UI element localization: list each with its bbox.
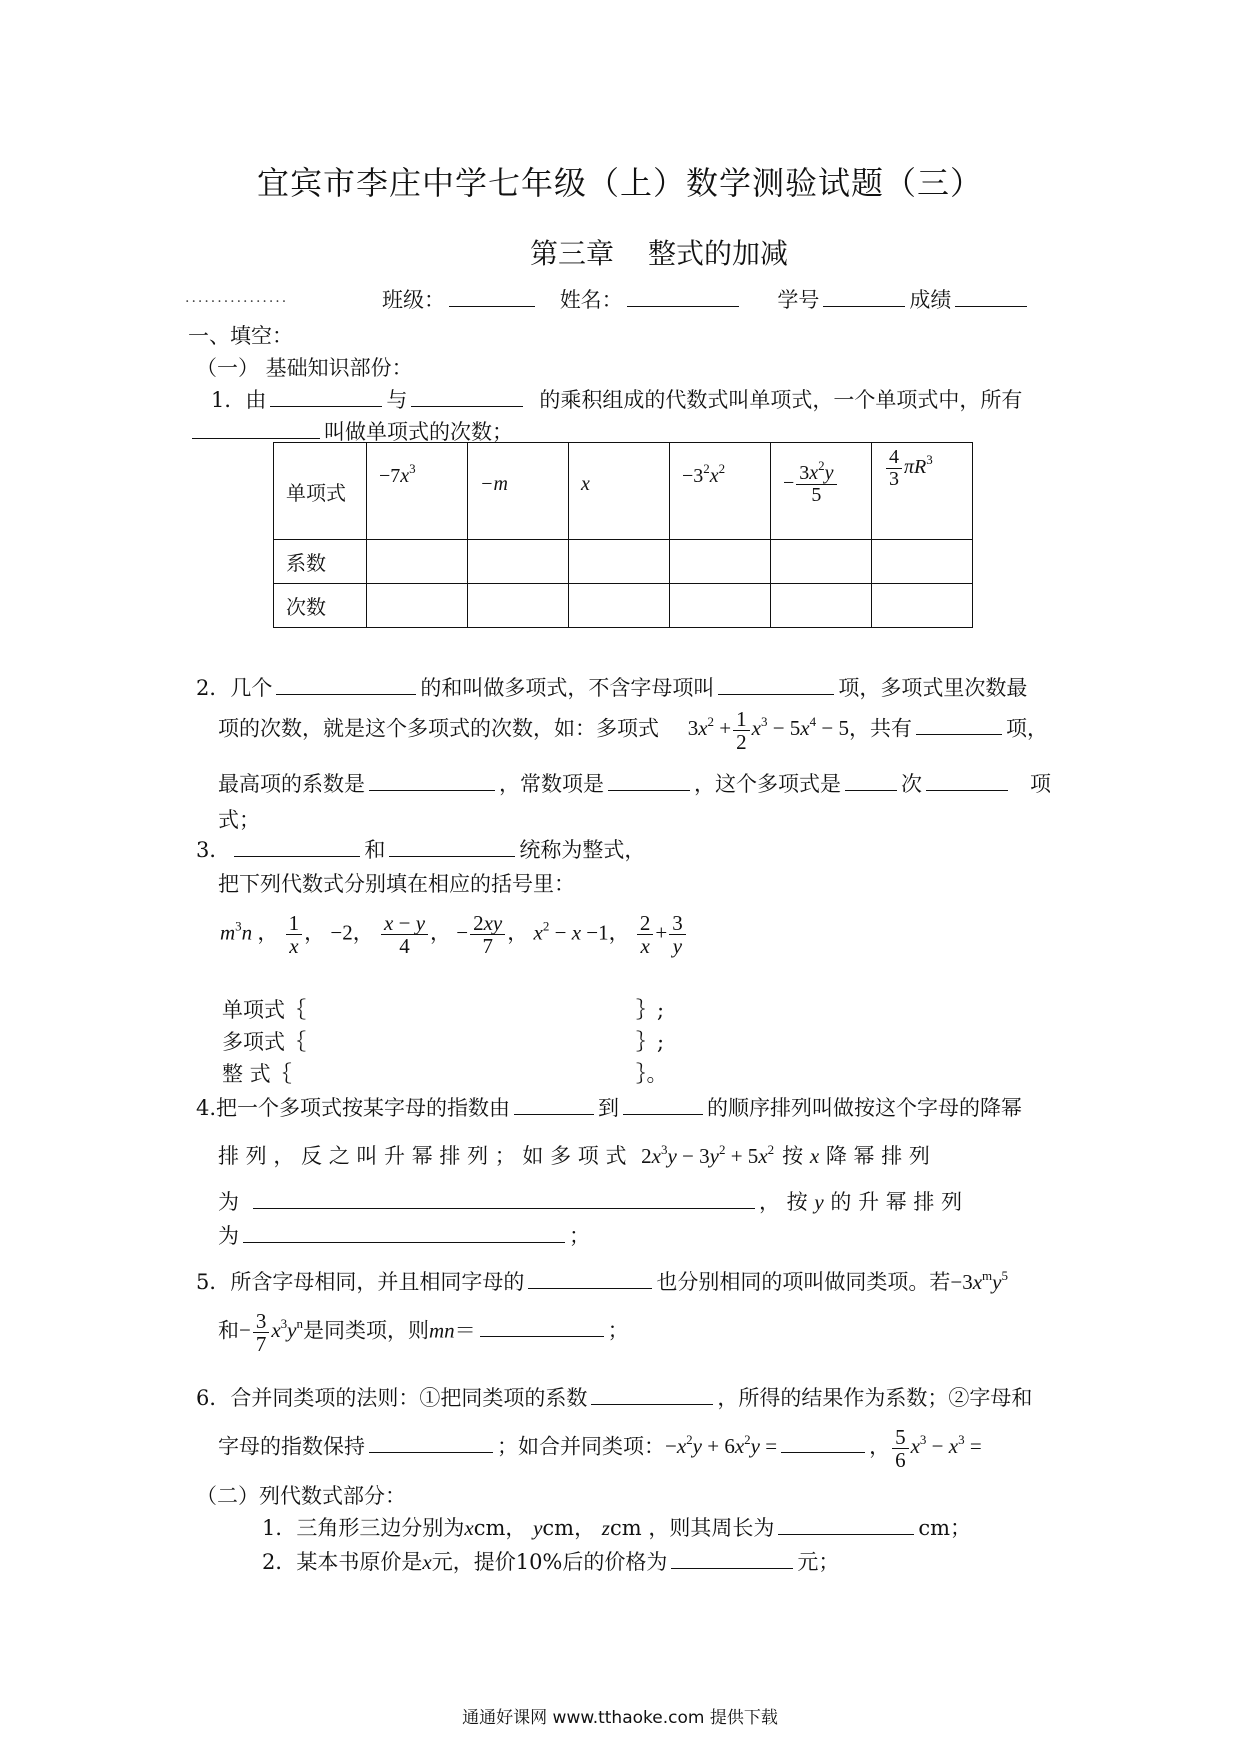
integral-set-label: 整 式｛	[222, 1062, 292, 1086]
table-cell-expr: − $\frac{3x^2y}{5}$	[771, 443, 872, 540]
table-cell-expr: −m	[468, 443, 569, 540]
class-blank[interactable]	[449, 284, 535, 307]
table-cell-expr: $-7x^3$	[367, 443, 468, 540]
name-blank[interactable]	[627, 284, 739, 307]
blank[interactable]	[926, 768, 1008, 791]
question-4-line-3: 为 ， 按 y 的 升 幂 排 列	[218, 1186, 962, 1216]
integral-set-close: ｝。	[636, 1062, 668, 1086]
monomial-set-close: ｝;	[636, 998, 665, 1022]
part-2-heading: （二）列代数式部分：	[196, 1484, 406, 1508]
chapter-subtitle	[530, 232, 788, 272]
table-cell-expr: x	[569, 443, 670, 540]
blank[interactable]	[369, 1430, 493, 1453]
name-label: 姓名：	[559, 288, 623, 312]
blank[interactable]	[528, 1266, 652, 1289]
monomial-set-label: 单项式｛	[222, 998, 306, 1022]
question-5-line-1: 5．所含字母相同，并且相同字母的 也分别相同的项叫做同类项。若$-3x^my^5$	[196, 1268, 1008, 1294]
part-2-question-1: 1．三角形三边分别为xcm， ycm， zcm ，则其周长为 cm；	[262, 1512, 971, 1542]
table-cell-expr: $-3^2x^2$	[670, 443, 771, 540]
table-cell-expr: $\frac{4}{3}$ $\pi R^3$	[872, 443, 973, 540]
expression-list: $m^3n$ ， $\frac{1}{x}$ ， −2， $\frac{x - y}{4}$ ， − $\frac{2xy}{7}$ ， $x^2 - x -1$， $\frac{2}{x}$ + $\frac{3}{y}$	[220, 912, 688, 957]
question-2-line-4: 式；	[218, 808, 260, 832]
answer-cell[interactable]	[569, 584, 670, 628]
blank[interactable]	[514, 1092, 594, 1115]
class-label: 班级：	[382, 288, 445, 312]
section-heading: 一、填空：	[188, 324, 293, 348]
blank[interactable]	[781, 1430, 865, 1453]
part-heading: （一） 基础知识部份：	[196, 356, 413, 380]
blank[interactable]	[778, 1512, 914, 1535]
part-2-question-2: 2．某本书原价是x元，提价10%后的价格为 元；	[262, 1546, 839, 1576]
id-blank[interactable]	[823, 284, 905, 307]
blank[interactable]	[480, 1314, 604, 1337]
blank[interactable]	[623, 1092, 703, 1115]
answer-cell[interactable]	[771, 540, 872, 584]
blank[interactable]	[411, 384, 523, 407]
answer-cell[interactable]	[771, 584, 872, 628]
polynomial-set-close: ｝;	[636, 1030, 665, 1054]
id-label: 学号	[777, 288, 820, 312]
blank[interactable]	[916, 712, 1002, 735]
question-6-line-1: 6．合并同类项的法则：①把同类项的系数 ，所得的结果作为系数；②字母和	[196, 1382, 1032, 1412]
question-3-line-2: 把下列代数式分别填在相应的括号里：	[218, 872, 575, 896]
blank[interactable]	[845, 768, 897, 791]
blank[interactable]	[671, 1546, 793, 1569]
question-2-line-1: 2．几个 的和叫做多项式，不含字母项叫 项，多项式里次数最	[196, 672, 1027, 702]
chapter-number: 第三章	[530, 237, 615, 270]
student-info-row	[382, 284, 1031, 314]
answer-cell[interactable]	[872, 584, 973, 628]
table-row-label: 系数	[274, 540, 367, 584]
table-row-label: 单项式	[274, 443, 367, 540]
blank[interactable]	[591, 1382, 713, 1405]
question-2-line-2: 项的次数，就是这个多项式的次数，如：多项式 $3x^2$ + $\frac{1}{2}$ $x^3 - 5x^4 - 5$，共有 项，	[218, 707, 1048, 755]
question-1-line-2: 叫做单项式的次数；	[188, 416, 513, 446]
answer-cell[interactable]	[367, 540, 468, 584]
blank[interactable]	[369, 768, 495, 791]
question-3-line-1: 3． 和 统称为整式，	[196, 834, 645, 864]
question-6-line-2: 字母的指数保持 ；如合并同类项：$-x^2y + 6x^2y$ = ， $\frac{5}{6}$ $x^3 - x^3$ =	[218, 1425, 982, 1473]
blank[interactable]	[243, 1220, 565, 1243]
polynomial-expr: $3x^2$ + $\frac{1}{2}$ $x^3 - 5x^4 - 5$	[687, 707, 849, 755]
blank[interactable]	[270, 384, 382, 407]
monomial-table	[273, 442, 973, 628]
question-1-line-1: 1．由 与 的乘积组成的代数式叫单项式，一个单项式中，所有	[211, 384, 1022, 414]
answer-cell[interactable]	[367, 584, 468, 628]
answer-cell[interactable]	[872, 540, 973, 584]
question-2-line-3: 最高项的系数是 ，常数项是 ，这个多项式是 次 项	[218, 768, 1051, 798]
polynomial-set-label: 多项式｛	[222, 1030, 306, 1054]
blank[interactable]	[608, 768, 690, 791]
answer-cell[interactable]	[670, 584, 771, 628]
table-row-label: 次数	[274, 584, 367, 628]
blank[interactable]	[718, 672, 834, 695]
blank[interactable]	[389, 834, 515, 857]
score-blank[interactable]	[955, 284, 1027, 307]
question-4-line-2: 排 列 ， 反 之 叫 升 幂 排 列 ； 如 多 项 式 $2x^3y - 3y^2 + 5x^2$ 按 x 降 幂 排 列	[218, 1142, 930, 1168]
blank[interactable]	[192, 416, 320, 439]
blank[interactable]	[234, 834, 360, 857]
question-5-line-2: 和− $\frac{3}{7}$ $x^3y^n$是同类项，则mn＝ ；	[218, 1309, 629, 1357]
page-title: 宜宾市李庄中学七年级（上）数学测验试题（三）	[256, 164, 983, 202]
answer-cell[interactable]	[468, 540, 569, 584]
question-4-line-4: 为 ；	[218, 1220, 590, 1250]
polynomial-expr: $2x^3y - 3y^2 + 5x^2$	[641, 1142, 775, 1168]
answer-cell[interactable]	[468, 584, 569, 628]
blank[interactable]	[276, 672, 416, 695]
question-4-line-1: 4.把一个多项式按某字母的指数由 到 的顺序排列叫做按这个字母的降幂	[196, 1092, 1022, 1122]
footer-credit: 通通好课网 www.tthaoke.com 提供下载	[462, 1708, 778, 1728]
answer-cell[interactable]	[670, 540, 771, 584]
blank[interactable]	[253, 1186, 755, 1209]
answer-cell[interactable]	[569, 540, 670, 584]
chapter-topic: 整式的加减	[648, 237, 789, 270]
score-label: 成绩	[909, 288, 952, 312]
dotted-line: ................	[185, 290, 289, 306]
